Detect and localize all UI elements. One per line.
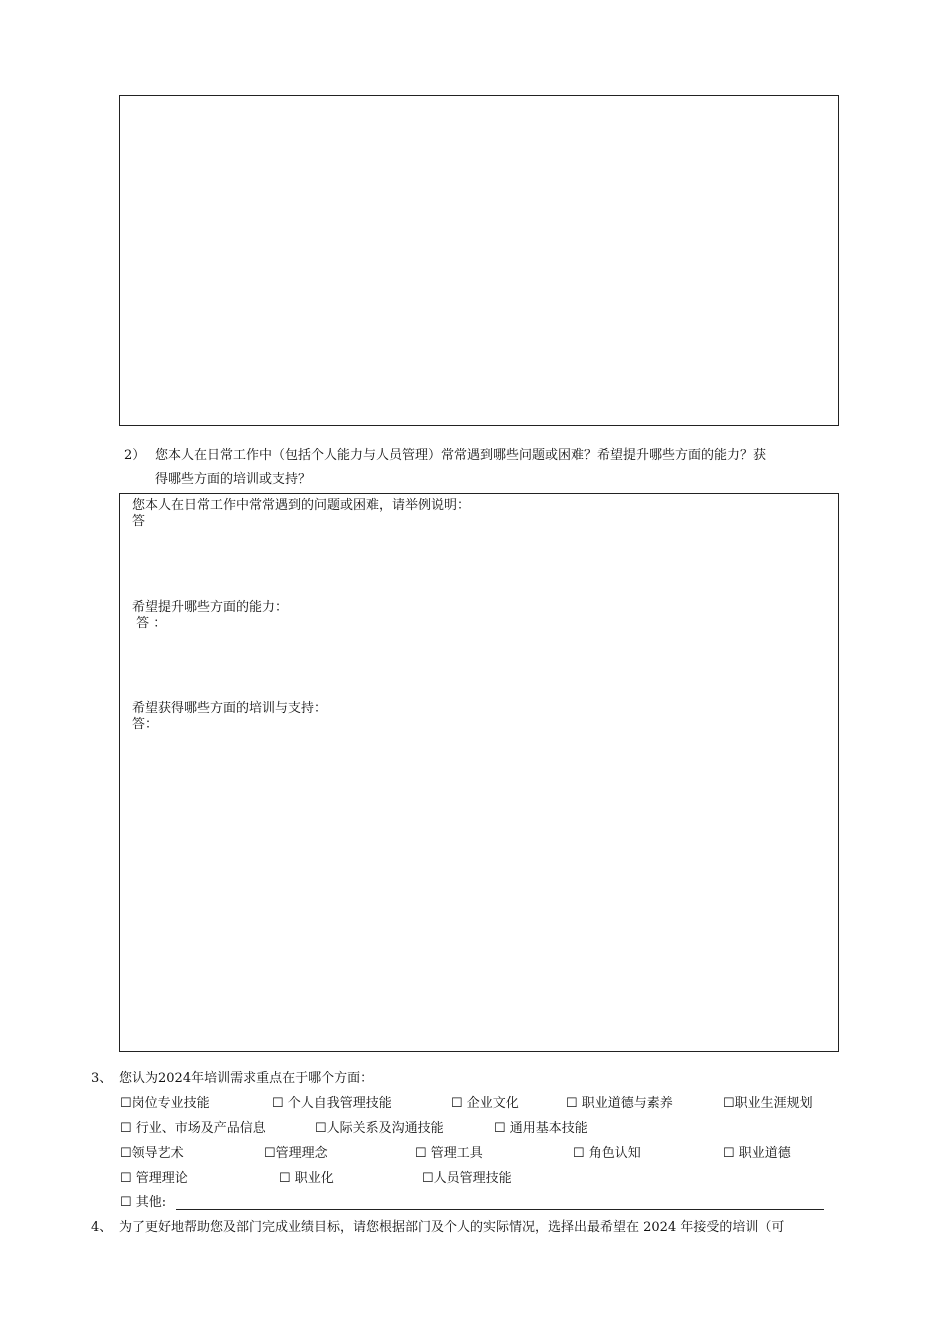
- option-management-theory[interactable]: ☐ 管理理论: [120, 1171, 188, 1186]
- problems-answer[interactable]: 答: [132, 514, 146, 529]
- option-management-concepts[interactable]: ☐管理理念: [264, 1146, 328, 1161]
- option-self-management[interactable]: ☐ 个人自我管理技能: [272, 1096, 392, 1111]
- option-industry-market-product[interactable]: ☐ 行业、市场及产品信息: [120, 1121, 266, 1136]
- option-general-basic-skills[interactable]: ☐ 通用基本技能: [494, 1121, 588, 1136]
- question-2-number: 2）: [124, 448, 146, 463]
- option-professionalism[interactable]: ☐ 职业化: [279, 1171, 334, 1186]
- option-other[interactable]: ☐ 其他:: [120, 1195, 167, 1210]
- question-3-number: 3、: [91, 1071, 113, 1086]
- option-corporate-culture[interactable]: ☐ 企业文化: [451, 1096, 519, 1111]
- training-answer[interactable]: 答：: [132, 717, 159, 732]
- question-4-text: 为了更好地帮助您及部门完成业绩目标，请您根据部门及个人的实际情况，选择出最希望在 2024 年接受的培训（可: [119, 1220, 785, 1235]
- question-2-text-line2: 得哪些方面的培训或支持？: [155, 472, 312, 487]
- training-label: 希望获得哪些方面的培训与支持：: [132, 701, 328, 716]
- ability-answer[interactable]: 答 ：: [132, 616, 167, 631]
- option-people-management[interactable]: ☐人员管理技能: [422, 1171, 512, 1186]
- answer-box-top[interactable]: [119, 95, 839, 426]
- ability-label: 希望提升哪些方面的能力：: [132, 600, 289, 615]
- other-fill-line[interactable]: [176, 1209, 824, 1210]
- question-4-number: 4、: [91, 1220, 113, 1235]
- problems-label: 您本人在日常工作中常常遇到的问题或困难，请举例说明：: [132, 498, 471, 513]
- option-professional-ethics[interactable]: ☐ 职业道德: [723, 1146, 791, 1161]
- option-role-awareness[interactable]: ☐ 角色认知: [573, 1146, 641, 1161]
- option-leadership[interactable]: ☐领导艺术: [120, 1146, 184, 1161]
- option-management-tools[interactable]: ☐ 管理工具: [415, 1146, 483, 1161]
- option-job-skills[interactable]: ☐岗位专业技能: [120, 1096, 210, 1111]
- answer-box-question-2[interactable]: [119, 493, 839, 1052]
- option-interpersonal-communication[interactable]: ☐人际关系及沟通技能: [315, 1121, 444, 1136]
- question-3-text: 您认为2024年培训需求重点在于哪个方面：: [119, 1071, 374, 1086]
- question-2-text-line1: 您本人在日常工作中（包括个人能力与人员管理）常常遇到哪些问题或困难？希望提升哪些方面的能力？获: [155, 448, 767, 463]
- option-career-planning[interactable]: ☐职业生涯规划: [723, 1096, 813, 1111]
- option-professional-ethics-quality[interactable]: ☐ 职业道德与素养: [566, 1096, 673, 1111]
